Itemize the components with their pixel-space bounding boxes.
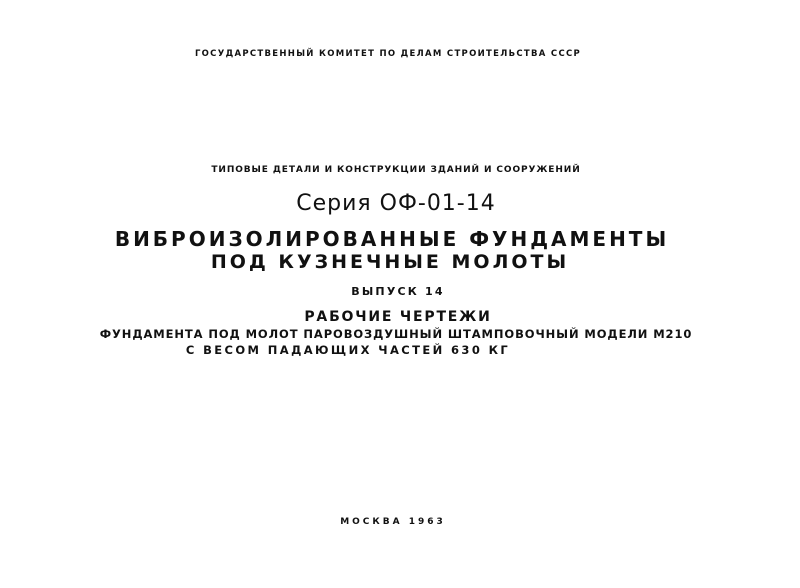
main-title-line-2: ПОД КУЗНЕЧНЫЕ МОЛОТЫ (210, 251, 570, 273)
foundation-description: ФУНДАМЕНТА ПОД МОЛОТ ПАРОВОЗДУШНЫЙ ШТАМПОВОЧНЫЙ МОДЕЛИ М210 (99, 327, 693, 341)
committee-heading: ГОСУДАРСТВЕННЫЙ КОМИТЕТ ПО ДЕЛАМ СТРОИТЕЛЬСТВА СССР (194, 49, 582, 59)
series-label: Серия ОФ-01-14 (296, 191, 496, 216)
working-drawings-heading: РАБОЧИЕ ЧЕРТЕЖИ (304, 309, 492, 325)
typical-details-heading: ТИПОВЫЕ ДЕТАЛИ И КОНСТРУКЦИИ ЗДАНИЙ И СООРУЖЕНИЙ (211, 165, 581, 175)
issue-number: ВЫПУСК 14 (351, 285, 445, 298)
city-year: МОСКВА 1963 (340, 517, 446, 527)
falling-parts-weight: С ВЕСОМ ПАДАЮЩИХ ЧАСТЕЙ 630 КГ (185, 343, 511, 357)
main-title-line-1: ВИБРОИЗОЛИРОВАННЫЕ ФУНДАМЕНТЫ (114, 227, 670, 251)
